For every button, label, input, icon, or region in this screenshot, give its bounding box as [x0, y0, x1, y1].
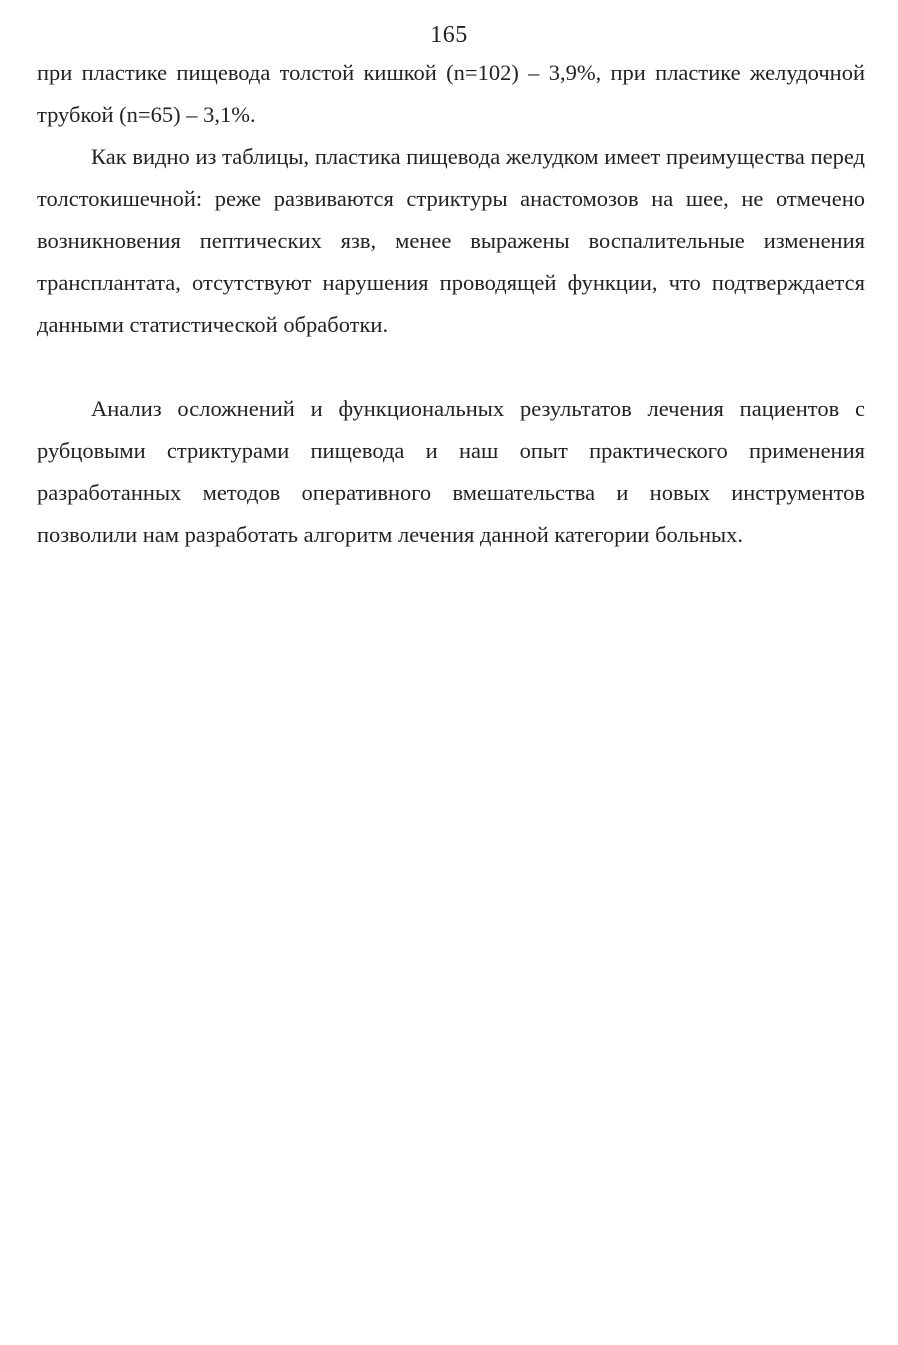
paragraph-text: при пластике пищевода толстой кишкой (n=102) – 3,9%, при пластике желудочной трубкой (n=65) – 3,1%. [37, 60, 865, 127]
paragraph-algorithm-summary [37, 388, 865, 556]
paragraph-table-conclusion [37, 136, 865, 346]
page-number: 165 [430, 22, 468, 48]
paragraph-continuation [37, 52, 865, 136]
paragraph-text: Как видно из таблицы, пластика пищевода желудком имеет преимущества перед толстокишечной: реже развиваются стриктуры анастомозов на шее, не отмечено возникновения пептических язв, менее выражены воспалительные изменения трансплантата, отсутствуют нарушения проводящей функции, что подтверждается данными статистической обработки. [37, 144, 865, 337]
paragraph-text: Анализ осложнений и функциональных результатов лечения пациентов с рубцовыми стриктурами пищевода и наш опыт практического применения разработанных методов оперативного вмешательства и новых инструментов позволили нам разработать алгоритм лечения данной категории больных. [37, 396, 865, 547]
